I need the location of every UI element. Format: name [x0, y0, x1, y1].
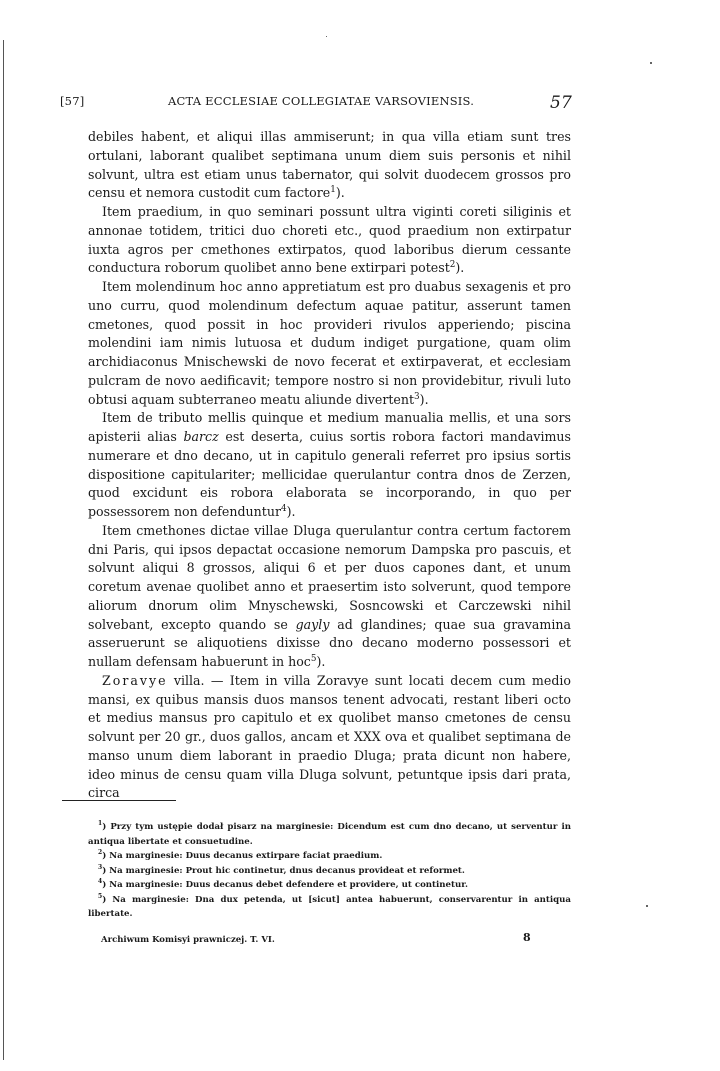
paragraph — [88, 203, 571, 278]
text-run: ) Na marginesie: Duus decanus debet defendere et providere, ut continetur. — [102, 880, 468, 890]
signature-mark: 8 — [523, 931, 531, 944]
running-header — [60, 91, 580, 111]
paragraph — [88, 672, 571, 803]
footnote — [88, 893, 571, 922]
footnote-marker: 1 — [330, 185, 336, 196]
footnote — [88, 864, 571, 879]
text-run: ) Na marginesie: Duus decanus extirpare faciat praedium. — [102, 851, 383, 861]
main-text — [88, 128, 571, 803]
imprint: Archiwum Komisyi prawniczej. T. VI. — [101, 935, 275, 945]
footnote-marker: 2 — [98, 849, 103, 857]
text-run: est deserta, cuius sortis robora factori mandavimus numerare et dno decano, ut in capitulo generali referret pro ipsius sortis dispositione capitulariter; mellicidae querulantur contra dnos de Zerzen, quod excidunt eis robora elaborata se incorporando, in quo per possessorem non defenduntur — [88, 429, 571, 519]
paragraph — [88, 278, 571, 409]
text-run: ) Przy tym ustępie dodał pisarz na marginesie: Dicendum est cum dno decano, ut serventur in antiqua libertate et consuetudine. — [88, 822, 571, 847]
footnotes — [88, 820, 571, 922]
text-run: ). — [419, 391, 429, 407]
running-title: ACTA ECCLESIAE COLLEGIATAE VARSOVIENSIS. — [168, 94, 475, 108]
footnote-marker: 1 — [98, 820, 103, 828]
text-run: debiles habent, et aliqui illas ammiserunt; in qua villa etiam sunt tres ortulani, laborant qualibet septimana unum diem suis personis et nihil solvunt, ultra est etiam unus tabernator, qui solvit duodecem grossos pro censu et nemora custodit cum factore — [88, 129, 571, 201]
scan-speck — [326, 36, 327, 37]
footnote-marker: 4 — [98, 878, 103, 886]
footnote-divider — [62, 800, 176, 801]
footnote — [88, 820, 571, 849]
scan-speck — [650, 62, 652, 64]
footnote-marker: 3 — [98, 863, 103, 871]
footnote-marker: 3 — [414, 391, 420, 402]
paragraph — [88, 522, 571, 672]
text-run: ). — [335, 185, 345, 201]
text-run: ) Na marginesie: Prout hic continetur, dnus decanus provideat et reformet. — [102, 865, 465, 876]
footnote-marker: 4 — [280, 503, 287, 514]
text-run: gayly — [295, 616, 330, 632]
paragraph — [88, 128, 571, 203]
page-edge-line — [3, 40, 4, 1060]
text-run: Item cmethones dictae villae Dluga querulantur contra certum factorem dni Paris, qui ipsos depactat occasione nemorum Dampska pro pascuis, et solvunt aliqui 8 grossos, aliqui 6 et per duos capones dant, et unum coretum avenae quolibet anno et praesertim isto solverunt, quod tempore aliorum dnorum olim Mnyschewski, Sosncowski et Carczewski nihil solvebant, excepto quando se — [88, 522, 571, 632]
scan-speck — [646, 905, 648, 907]
text-run: ad glandines; quae sua gravamina asseruerunt se aliquotiens dixisse dno decano moderno possessori et nullam defensam habuerunt in hoc — [88, 616, 571, 669]
text-run: ). — [455, 260, 465, 276]
text-run: ). — [316, 654, 326, 669]
page-reference: [57] — [60, 94, 85, 108]
text-run: Item praedium, in quo seminari possunt ultra viginti coreti siliginis et annonae totidem, tritici duo choreti etc., quod praedium non extirpatur iuxta agros per cmethones extirpatos, quod laboribus dierum cessante conductura roborum quolibet anno bene extirpari potest — [88, 204, 571, 276]
footnote — [88, 878, 571, 893]
footnote-marker: 5 — [310, 653, 317, 664]
text-run: Item molendinum hoc anno appretiatum est pro duabus sexagenis et pro uno curru, quod molendinum defectum aquae patitur, asserunt tamen cmetones, quod possit in hoc provideri rivulos apperiendo; piscina molendini iam nimis lutuosa et dudum indiget purgatione, quam olim archidiaconus Mnischewski de novo fecerat et extirpaverat, et ecclesiam pulcram de novo aedificavit; tempore nostro si non providebitur, rivuli luto obtusi aquam subterraneo meatu aliunde divertent — [88, 279, 571, 407]
footnote-marker: 2 — [449, 260, 456, 271]
text-run: barcz — [183, 429, 219, 444]
footnote-marker: 5 — [98, 892, 103, 900]
text-run: Item de tributo mellis quinque et medium manualia mellis, et una sors apisterii alias — [88, 410, 571, 444]
text-run: ) Na marginesie: Dna dux petenda, ut [sicut] antea habuerunt, conservarentur in antiqua libertate. — [88, 894, 571, 919]
text-run: ). — [286, 504, 296, 519]
paragraph — [88, 409, 571, 522]
text-run: villa. — Item in villa Zoravye sunt locati decem cum medio mansi, ex quibus mansis duos mansos tenent advocati, restant liberi octo et medius mansus pro capitulo et ex quolibet manso cmetones de censu solvunt per 20 gr., duos gallos, ancam et XXX ova et qualibet septimana de manso unum diem laborant in praedio Dluga; prata dicunt non habere, ideo minus de censu quam villa Dluga solvunt, petuntque ipsis dari prata, circa — [88, 672, 571, 801]
page-number: 57 — [549, 93, 572, 113]
text-run: Zoravye — [102, 672, 168, 688]
footnote — [88, 849, 571, 864]
